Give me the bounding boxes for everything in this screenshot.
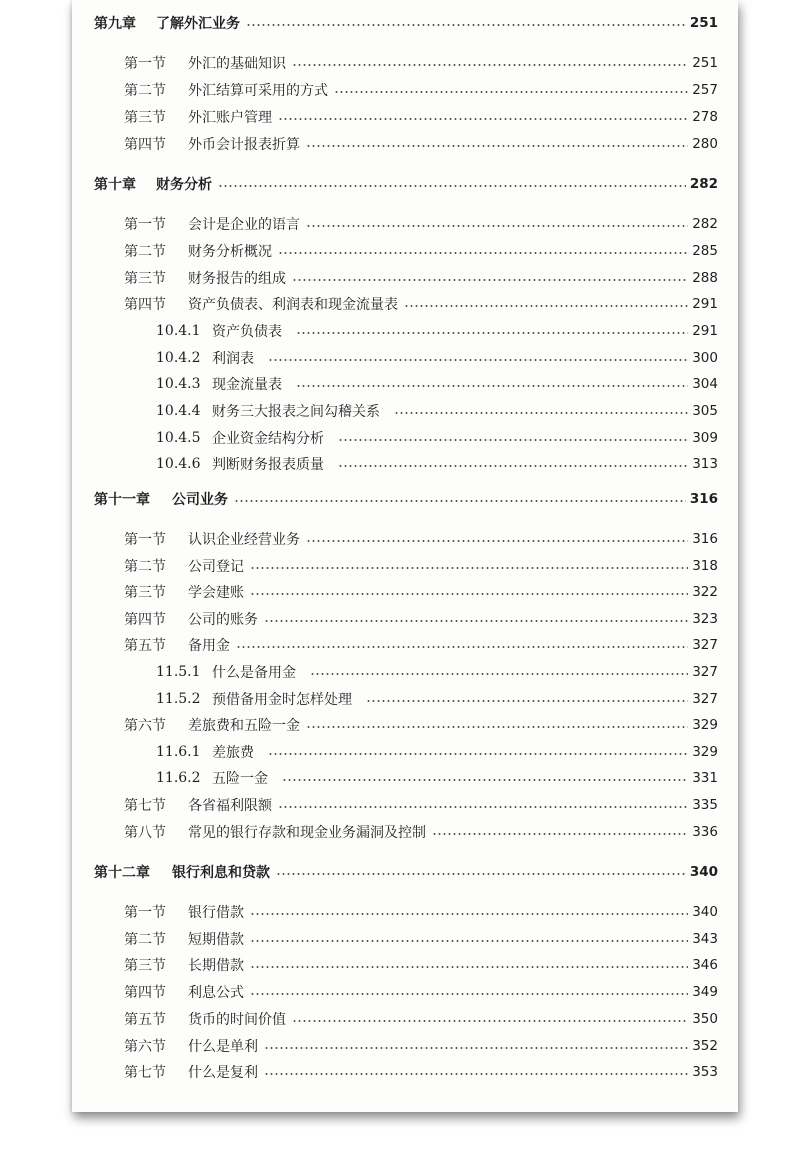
subsection-title: 什么是备用金: [212, 665, 296, 681]
toc-section: [124, 292, 718, 316]
toc-section: [124, 1007, 718, 1031]
dot-leader: [268, 359, 688, 361]
dot-leader: [264, 1047, 688, 1049]
section-number: 第七节: [124, 1065, 166, 1081]
page-number: 327: [692, 637, 718, 653]
section-number: 第二节: [124, 244, 166, 260]
chapter-number: 第十二章: [94, 865, 150, 881]
page-number: 346: [692, 957, 718, 973]
section-title: 资产负债表、利润表和现金流量表: [188, 297, 398, 313]
subsection-number: 10.4.5: [156, 430, 201, 446]
dot-leader: [292, 64, 688, 66]
dot-leader: [296, 332, 688, 334]
toc-section: [124, 900, 718, 924]
toc-section: [124, 580, 718, 604]
dot-leader: [310, 673, 688, 675]
page-number: 288: [692, 270, 718, 286]
toc-section: [124, 980, 718, 1004]
toc-page: [72, 0, 738, 1112]
page-number: 316: [692, 531, 718, 547]
dot-leader: [306, 540, 688, 542]
toc-section: [124, 239, 718, 263]
dot-leader: [264, 1073, 688, 1075]
chapter-number: 第九章: [94, 16, 136, 32]
page-number: 313: [692, 456, 718, 472]
toc-section: [124, 1060, 718, 1084]
dot-leader: [338, 439, 688, 441]
section-title: 公司的账务: [188, 612, 258, 628]
toc-section: [124, 1034, 718, 1058]
page-number: 285: [692, 243, 718, 259]
chapter-number: 第十章: [94, 177, 136, 193]
page-number: 353: [692, 1064, 718, 1080]
toc-subsection: [156, 766, 718, 790]
section-title: 什么是复利: [188, 1065, 258, 1081]
subsection-title: 五险一金: [212, 771, 268, 787]
subsection-number: 10.4.2: [156, 350, 201, 366]
toc-subsection: [156, 426, 718, 450]
subsection-title: 财务三大报表之间勾稽关系: [212, 404, 380, 420]
section-number: 第六节: [124, 1039, 166, 1055]
dot-leader: [296, 385, 688, 387]
section-number: 第三节: [124, 271, 166, 287]
dot-leader: [432, 833, 688, 835]
page-number: 352: [692, 1038, 718, 1054]
subsection-title: 差旅费: [212, 745, 254, 761]
chapter-title: 公司业务: [172, 492, 228, 508]
dot-leader: [236, 646, 688, 648]
page-number: 251: [689, 15, 718, 31]
dot-leader: [306, 225, 688, 227]
toc-section: [124, 78, 718, 102]
toc-section: [124, 51, 718, 75]
toc-chapter: [94, 487, 718, 511]
page-number: 340: [692, 904, 718, 920]
section-number: 第二节: [124, 932, 166, 948]
section-title: 什么是单利: [188, 1039, 258, 1055]
section-number: 第一节: [124, 217, 166, 233]
toc-subsection: [156, 660, 718, 684]
subsection-title: 企业资金结构分析: [212, 431, 324, 447]
toc-section: [124, 713, 718, 737]
subsection-number: 11.5.1: [156, 664, 201, 680]
page-number: 316: [689, 491, 718, 507]
section-number: 第二节: [124, 83, 166, 99]
dot-leader: [334, 91, 688, 93]
dot-leader: [250, 567, 688, 569]
toc-section: [124, 212, 718, 236]
toc-chapter: [94, 860, 718, 884]
subsection-number: 10.4.1: [156, 323, 201, 339]
chapter-number: 第十一章: [94, 492, 150, 508]
page-number: 335: [692, 797, 718, 813]
section-number: 第五节: [124, 1012, 166, 1028]
dot-leader: [250, 913, 688, 915]
toc-section: [124, 953, 718, 977]
section-title: 各省福利限额: [188, 798, 272, 814]
dot-leader: [234, 500, 686, 502]
section-number: 第一节: [124, 905, 166, 921]
dot-leader: [268, 753, 688, 755]
page-number: 291: [692, 296, 718, 312]
toc-section: [124, 820, 718, 844]
toc-chapter: [94, 172, 718, 196]
dot-leader: [366, 700, 688, 702]
section-number: 第三节: [124, 585, 166, 601]
section-number: 第四节: [124, 137, 166, 153]
toc-section: [124, 793, 718, 817]
page-number: 300: [692, 350, 718, 366]
toc-section: [124, 105, 718, 129]
subsection-number: 11.6.2: [156, 770, 201, 786]
toc-subsection: [156, 740, 718, 764]
dot-leader: [264, 620, 688, 622]
subsection-title: 现金流量表: [212, 377, 282, 393]
page-number: 323: [692, 611, 718, 627]
toc-section: [124, 132, 718, 156]
section-title: 短期借款: [188, 932, 244, 948]
section-title: 备用金: [188, 638, 230, 654]
toc-subsection: [156, 452, 718, 476]
section-number: 第五节: [124, 638, 166, 654]
page-number: 349: [692, 984, 718, 1000]
section-number: 第一节: [124, 532, 166, 548]
dot-leader: [306, 726, 688, 728]
dot-leader: [276, 873, 686, 875]
chapter-title: 了解外汇业务: [156, 16, 240, 32]
page-number: 304: [692, 376, 718, 392]
dot-leader: [404, 305, 688, 307]
page-number: 340: [689, 864, 718, 880]
subsection-title: 判断财务报表质量: [212, 457, 324, 473]
page-number: 282: [689, 176, 718, 192]
subsection-number: 11.6.1: [156, 744, 201, 760]
section-title: 货币的时间价值: [188, 1012, 286, 1028]
section-title: 财务分析概况: [188, 244, 272, 260]
dot-leader: [246, 24, 686, 26]
toc-chapter: [94, 11, 718, 35]
page-number: 251: [692, 55, 718, 71]
page-number: 322: [692, 584, 718, 600]
subsection-title: 资产负债表: [212, 324, 282, 340]
toc-subsection: [156, 346, 718, 370]
toc-subsection: [156, 372, 718, 396]
page-number: 343: [692, 931, 718, 947]
toc-section: [124, 554, 718, 578]
page-number: 305: [692, 403, 718, 419]
dot-leader: [278, 118, 688, 120]
dot-leader: [250, 966, 688, 968]
section-title: 外汇结算可采用的方式: [188, 83, 328, 99]
section-title: 差旅费和五险一金: [188, 718, 300, 734]
page-number: 291: [692, 323, 718, 339]
page-number: 350: [692, 1011, 718, 1027]
chapter-title: 财务分析: [156, 177, 212, 193]
toc-subsection: [156, 399, 718, 423]
section-number: 第四节: [124, 297, 166, 313]
dot-leader: [250, 993, 688, 995]
subsection-title: 利润表: [212, 351, 254, 367]
section-title: 学会建账: [188, 585, 244, 601]
toc-section: [124, 633, 718, 657]
section-title: 外汇的基础知识: [188, 56, 286, 72]
toc-section: [124, 927, 718, 951]
section-number: 第三节: [124, 958, 166, 974]
page-number: 327: [692, 691, 718, 707]
section-number: 第七节: [124, 798, 166, 814]
page-number: 309: [692, 430, 718, 446]
page-number: 329: [692, 717, 718, 733]
section-title: 外汇账户管理: [188, 110, 272, 126]
subsection-number: 11.5.2: [156, 691, 201, 707]
section-number: 第二节: [124, 559, 166, 575]
toc-section: [124, 527, 718, 551]
subsection-title: 预借备用金时怎样处理: [212, 692, 352, 708]
section-title: 利息公式: [188, 985, 244, 1001]
section-number: 第四节: [124, 612, 166, 628]
section-number: 第一节: [124, 56, 166, 72]
dot-leader: [394, 412, 688, 414]
section-number: 第三节: [124, 110, 166, 126]
toc-subsection: [156, 687, 718, 711]
dot-leader: [306, 145, 688, 147]
section-number: 第四节: [124, 985, 166, 1001]
section-title: 财务报告的组成: [188, 271, 286, 287]
page-number: 318: [692, 558, 718, 574]
section-title: 银行借款: [188, 905, 244, 921]
subsection-number: 10.4.4: [156, 403, 201, 419]
section-title: 常见的银行存款和现金业务漏洞及控制: [188, 825, 426, 841]
dot-leader: [218, 185, 686, 187]
dot-leader: [338, 465, 688, 467]
dot-leader: [282, 779, 688, 781]
page-number: 257: [692, 82, 718, 98]
toc-section: [124, 607, 718, 631]
subsection-number: 10.4.3: [156, 376, 201, 392]
section-title: 外币会计报表折算: [188, 137, 300, 153]
chapter-title: 银行利息和贷款: [172, 865, 270, 881]
page-number: 336: [692, 824, 718, 840]
page-number: 331: [692, 770, 718, 786]
section-title: 认识企业经营业务: [188, 532, 300, 548]
section-title: 会计是企业的语言: [188, 217, 300, 233]
toc-section: [124, 266, 718, 290]
dot-leader: [278, 806, 688, 808]
page-number: 280: [692, 136, 718, 152]
page-number: 329: [692, 744, 718, 760]
section-number: 第八节: [124, 825, 166, 841]
dot-leader: [292, 279, 688, 281]
page-number: 282: [692, 216, 718, 232]
toc-subsection: [156, 319, 718, 343]
dot-leader: [292, 1020, 688, 1022]
dot-leader: [250, 593, 688, 595]
page-number: 327: [692, 664, 718, 680]
section-title: 公司登记: [188, 559, 244, 575]
dot-leader: [278, 252, 688, 254]
page-number: 278: [692, 109, 718, 125]
subsection-number: 10.4.6: [156, 456, 201, 472]
dot-leader: [250, 940, 688, 942]
section-title: 长期借款: [188, 958, 244, 974]
section-number: 第六节: [124, 718, 166, 734]
